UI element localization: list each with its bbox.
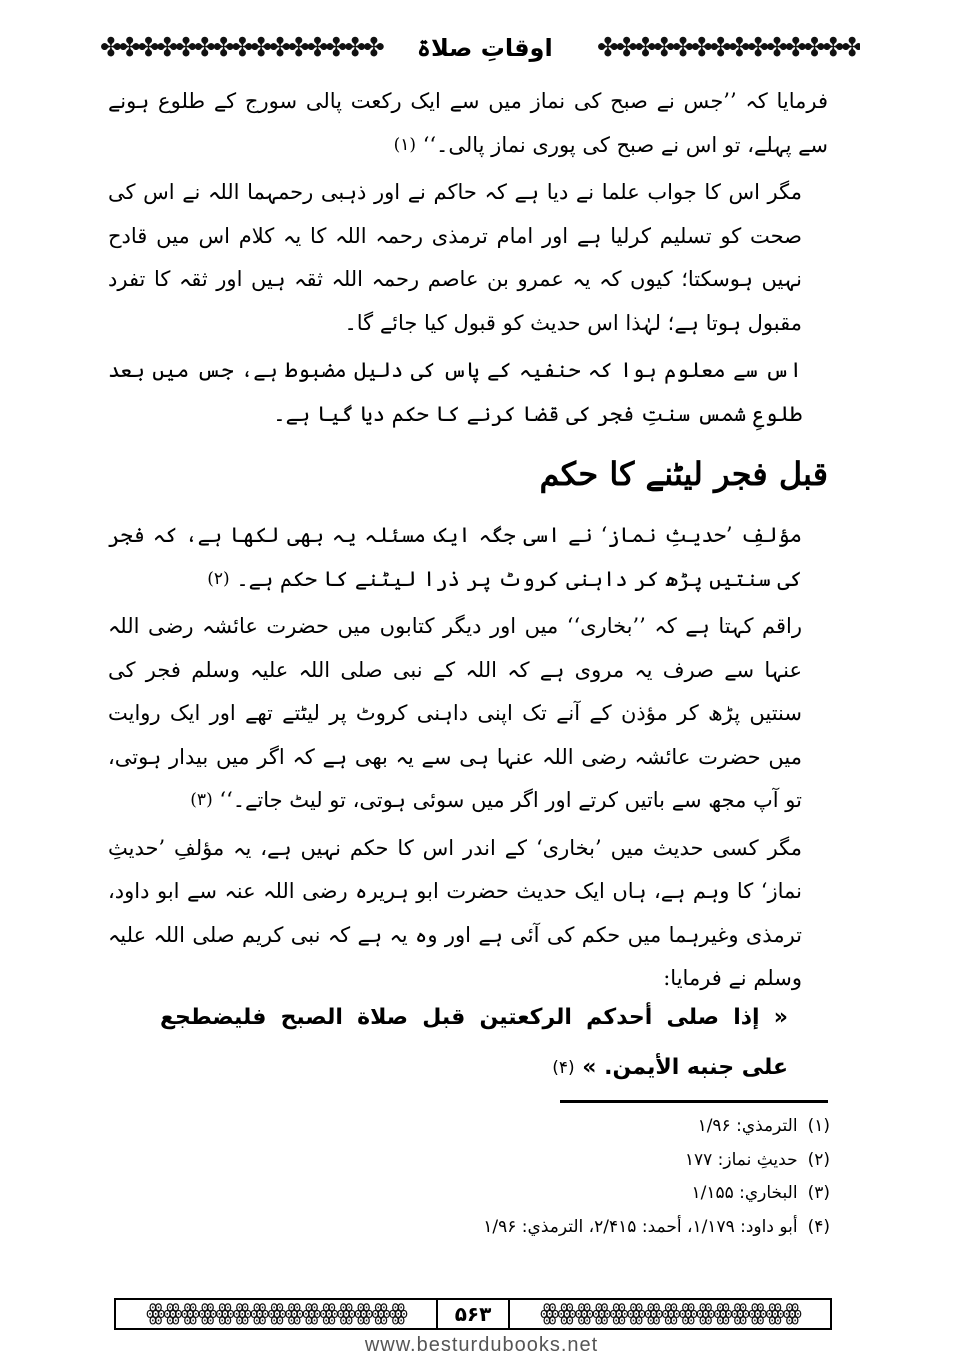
- footnotes: [330, 1110, 830, 1244]
- footnote-text: الترمذي: ۱/۹۶: [697, 1116, 798, 1136]
- paragraph-2: مگر اس کا جواب علما نے دیا ہے کہ حاکم نے اور ذہبی رحمہما اللہ نے اس کی صحت کو تسلیم کرلیا ہے اور امام ترمذی رحمہ اللہ کا یہ کلام اس میں قادح نہیں ہوسکتا؛ کیوں کہ یہ عمرو بن عاصم رحمہ اللہ ثقہ ہیں اور ثقہ کا تفرد مقبول ہوتا ہے؛ لہٰذا اس حدیث کو قبول کیا جائے گا۔: [108, 180, 802, 335]
- page-header: [100, 28, 860, 68]
- arabic-hadith-quote: [160, 993, 788, 1093]
- website-watermark[interactable]: www.besturdubooks.net: [364, 1334, 599, 1356]
- paragraph-4-text: مؤلفِ ’حدیثِ نماز‘ نے اسی جگہ ایک مسئلہ یہ بھی لکھا ہے، کہ فجر کی سنتیں پڑھ کر داہنی کروٹ پر ذرا لیٹنے کا حکم ہے۔: [108, 523, 802, 591]
- footnote-3: [330, 1177, 830, 1211]
- footnote-text: أبو داود: ۱/۱۷۹، أحمد: ۲/۴۱۵، الترمذي: ۱/۹۶: [483, 1216, 798, 1237]
- paragraph-5-text: راقم کہتا ہے کہ ’’بخاری‘‘ میں اور دیگر کتابوں میں حضرت عائشہ رضی اللہ عنہا سے صرف یہ مروی ہے کہ اللہ کے نبی صلی اللہ علیہ وسلم فجر کی سنتیں پڑھ کر مؤذن کے آنے تک اپنی داہنی کروٹ پر لیٹتے تھے اور ایک روایت میں حضرت عائشہ رضی اللہ عنہا ہی سے یہ بھی ہے کہ اگر میں بیدار ہوتی، تو آپ مجھ سے باتیں کرتے اور اگر میں سوئی ہوتی، تو لیٹ جاتے۔‘‘: [108, 614, 802, 812]
- ref-1: (۱): [393, 134, 417, 155]
- arabic-quote-text: « إذا صلى أحدكم الركعتين قبل صلاة الصبح فليضطجع على جنبه الأيمن. »: [160, 1005, 788, 1080]
- footnote-2: [330, 1144, 830, 1178]
- footnote-divider: [560, 1100, 828, 1103]
- footnote-4: [330, 1211, 830, 1245]
- paragraph-5: [108, 605, 828, 823]
- page-number: ۵۶۳: [436, 1300, 510, 1328]
- footnote-number: (۴): [807, 1216, 830, 1237]
- page-footer: [114, 1298, 832, 1330]
- paragraph-6: مگر کسی حدیث میں ’بخاری‘ کے اندر اس کا حکم نہیں ہے، یہ مؤلفِ ’حدیثِ نماز‘ کا وہم ہے، ہاں ایک حدیث حضرت ابو ہریرہ رضی اللہ عنہ سے ابو داود، ترمذی وغیرہما میں حکم کی آئی ہے اور وہ یہ ہے کہ نبی کریم صلی اللہ علیہ وسلم نے فرمایا:: [108, 835, 802, 990]
- paragraph-1-text: فرمایا کہ ’’جس نے صبح کی نماز میں سے ایک رکعت پالی سورج کے طلوع ہونے سے پہلے، تو اس نے صبح کی پوری نماز پالی۔‘‘: [108, 89, 828, 157]
- footer-ornament-left: ꙮꙮꙮꙮꙮꙮꙮꙮꙮꙮꙮꙮꙮꙮꙮ: [145, 1301, 407, 1326]
- ref-4: (۴): [552, 1058, 575, 1078]
- section-heading: قبل فجر لیٹنے کا حکم: [539, 455, 828, 493]
- ref-3: (۳): [190, 790, 213, 810]
- footnote-1: [330, 1110, 830, 1144]
- footer-ornament-right: ꙮꙮꙮꙮꙮꙮꙮꙮꙮꙮꙮꙮꙮꙮꙮ: [539, 1301, 801, 1326]
- main-text: [108, 80, 828, 1005]
- ref-2: (۲): [207, 568, 230, 589]
- footnote-text: حدیثِ نماز: ۱۷۷: [684, 1149, 798, 1170]
- footnote-number: (۳): [807, 1183, 830, 1203]
- footnote-number: (۲): [807, 1149, 830, 1170]
- footnote-number: (۱): [807, 1116, 830, 1136]
- paragraph-4: [108, 514, 828, 601]
- paragraph-1: [108, 80, 828, 167]
- footnote-text: البخاري: ۱/۱۵۵: [691, 1183, 798, 1203]
- header-ornament-left: ✤✤✤✤✤✤✤✤✤✤✤✤✤✤✤: [100, 34, 382, 62]
- chapter-title: اوقاتِ صلاۃ: [416, 34, 553, 62]
- header-ornament-right: ✤✤✤✤✤✤✤✤✤✤✤✤✤✤: [597, 34, 860, 62]
- paragraph-3: اس سے معلوم ہوا کہ حنفیہ کے پاس کی دلیل مضبوط ہے، جس میں بعد طلوعِ شمس سنتِ فجر کی قضا کرنے کا حکم دیا گیا ہے۔: [108, 358, 802, 426]
